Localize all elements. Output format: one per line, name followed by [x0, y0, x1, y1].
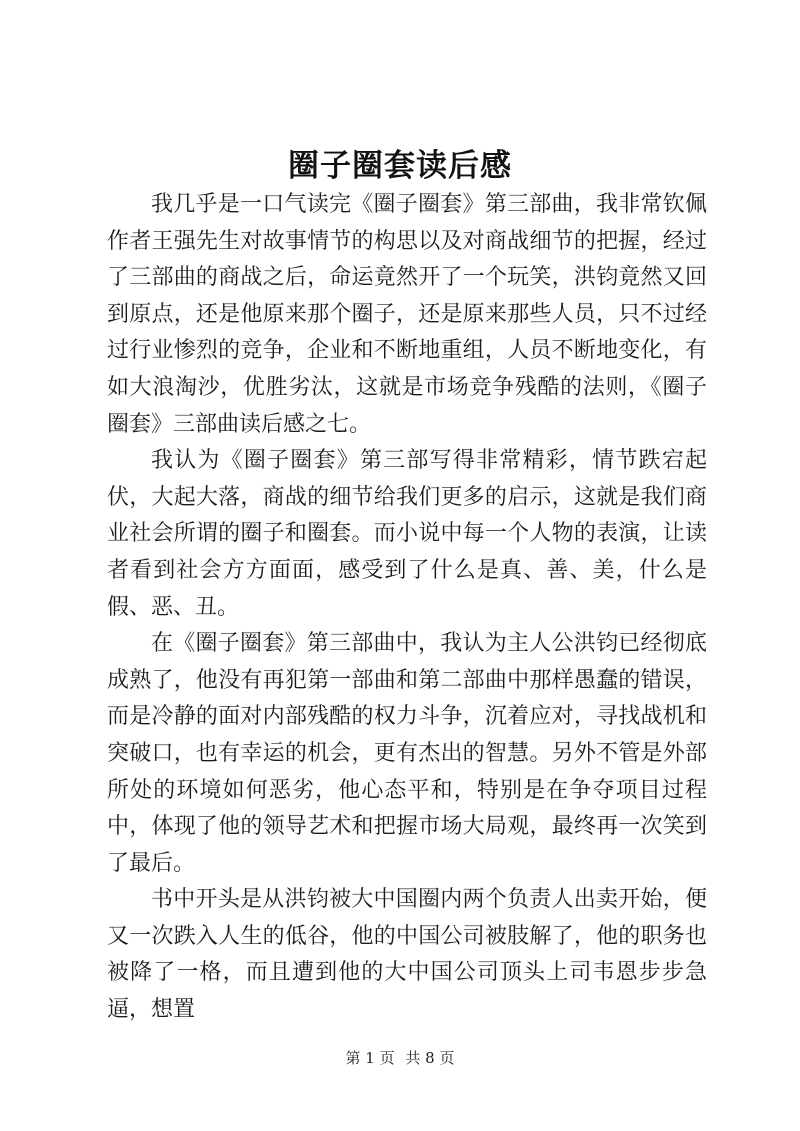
page-total: 共 8 页	[405, 1049, 455, 1067]
paragraph: 我认为《圈子圈套》第三部写得非常精彩，情节跌宕起伏，大起大落，商战的细节给我们更多的启示，这就是我们商业社会所谓的圈子和圈套。而小说中每一个人物的表演，让读者看到社会方方面面，感受到了什么是真、善、美，什么是假、恶、丑。	[107, 448, 707, 620]
paragraph: 书中开头是从洪钧被大中国圈内两个负责人出卖开始，便又一次跌入人生的低谷，他的中国公司被肢解了，他的职务也被降了一格，而且遭到他的大中国公司顶头上司韦恩步步急逼，想置	[107, 887, 707, 1023]
page-number: 第 1 页	[345, 1049, 395, 1067]
paragraph: 在《圈子圈套》第三部曲中，我认为主人公洪钧已经彻底成熟了，他没有再犯第一部曲和第二部曲中那样愚蠢的错误，而是冷静的面对内部残酷的权力斗争，沉着应对，寻找战机和突破口，也有幸运的机会，更有杰出的智慧。另外不管是外部所处的环境如何恶劣，他心态平和，特别是在争夺项目过程中，体现了他的领导艺术和把握市场大局观，最终再一次笑到了最后。	[107, 631, 707, 876]
document-body	[107, 187, 707, 1029]
document-title: 圈子圈套读后感	[288, 148, 512, 184]
paragraph: 我几乎是一口气读完《圈子圈套》第三部曲，我非常钦佩作者王强先生对故事情节的构思以及对商战细节的把握，经过了三部曲的商战之后，命运竟然开了一个玩笑，洪钧竟然又回到原点，还是他原来那个圈子，还是原来那些人员，只不过经过行业惨烈的竞争，企业和不断地重组，人员不断地变化，有如大浪淘沙，优胜劣汰，这就是市场竞争残酷的法则，《圈子圈套》三部曲读后感之七。	[107, 192, 707, 437]
page-footer	[0, 1047, 800, 1068]
